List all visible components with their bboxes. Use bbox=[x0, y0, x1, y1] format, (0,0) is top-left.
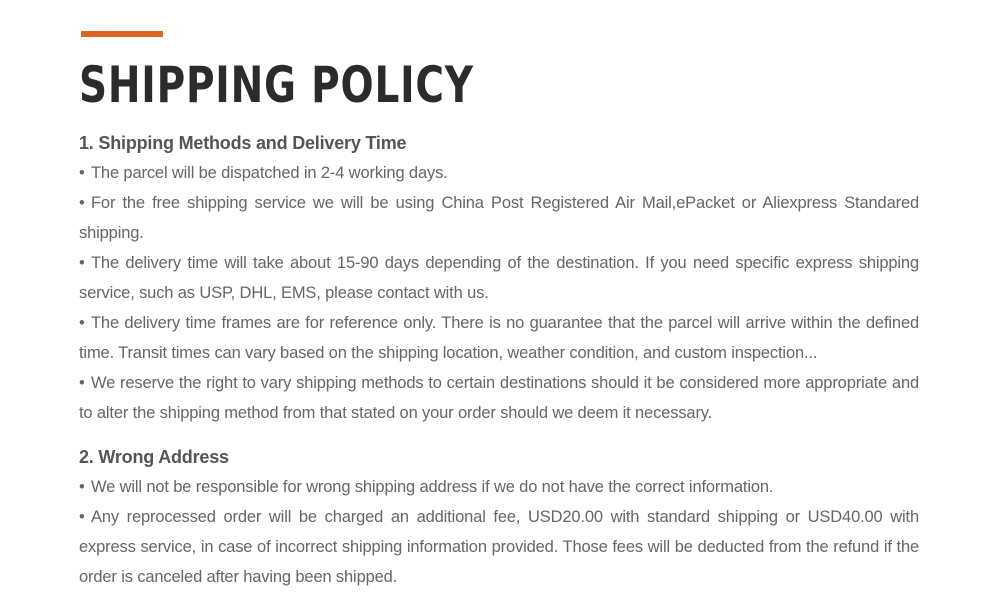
bullet-icon: • bbox=[79, 164, 85, 182]
section-shipping-methods bbox=[79, 128, 919, 428]
bullet-icon: • bbox=[79, 254, 85, 272]
list-item bbox=[79, 164, 448, 182]
list-item-text: We will not be responsible for wrong shipping address if we do not have the correct information. bbox=[91, 478, 774, 496]
bullet-icon: • bbox=[79, 478, 85, 496]
section-wrong-address bbox=[79, 442, 919, 592]
list-item bbox=[79, 194, 919, 242]
bullet-icon: • bbox=[79, 374, 85, 392]
bullet-icon: • bbox=[79, 194, 85, 212]
section-heading: 1. Shipping Methods and Delivery Time bbox=[79, 133, 407, 153]
list-item-text: We reserve the right to vary shipping methods to certain destinations should it be considered more appropriate and to alter the shipping method from that stated on your order should we deem it necessary. bbox=[79, 374, 919, 422]
title-accent-bar bbox=[81, 31, 163, 37]
bullet-icon: • bbox=[79, 314, 85, 332]
section-heading: 2. Wrong Address bbox=[79, 447, 229, 467]
list-item bbox=[79, 314, 919, 362]
list-item-text: For the free shipping service we will be using China Post Registered Air Mail,ePacket or Aliexpress Standared shipping. bbox=[79, 194, 919, 242]
list-item-text: The parcel will be dispatched in 2-4 working days. bbox=[91, 164, 448, 182]
page-title: SHIPPING POLICY bbox=[79, 56, 474, 114]
list-item-text: Any reprocessed order will be charged an additional fee, USD20.00 with standard shipping or USD40.00 with express service, in case of incorrect shipping information provided. Those fees will be deducted from the refund if the order is canceled after having been shipped. bbox=[79, 508, 919, 586]
section-body bbox=[79, 158, 919, 428]
list-item bbox=[79, 374, 919, 422]
list-item bbox=[79, 478, 773, 496]
list-item-text: The delivery time frames are for reference only. There is no guarantee that the parcel will arrive within the defined time. Transit times can vary based on the shipping location, weather condition, and custom inspection... bbox=[79, 314, 919, 362]
bullet-icon: • bbox=[79, 508, 85, 526]
list-item-text: The delivery time will take about 15-90 days depending of the destination. If you need specific express shipping service, such as USP, DHL, EMS, please contact with us. bbox=[79, 254, 919, 302]
list-item bbox=[79, 254, 919, 302]
section-body bbox=[79, 472, 919, 592]
list-item bbox=[79, 508, 919, 586]
